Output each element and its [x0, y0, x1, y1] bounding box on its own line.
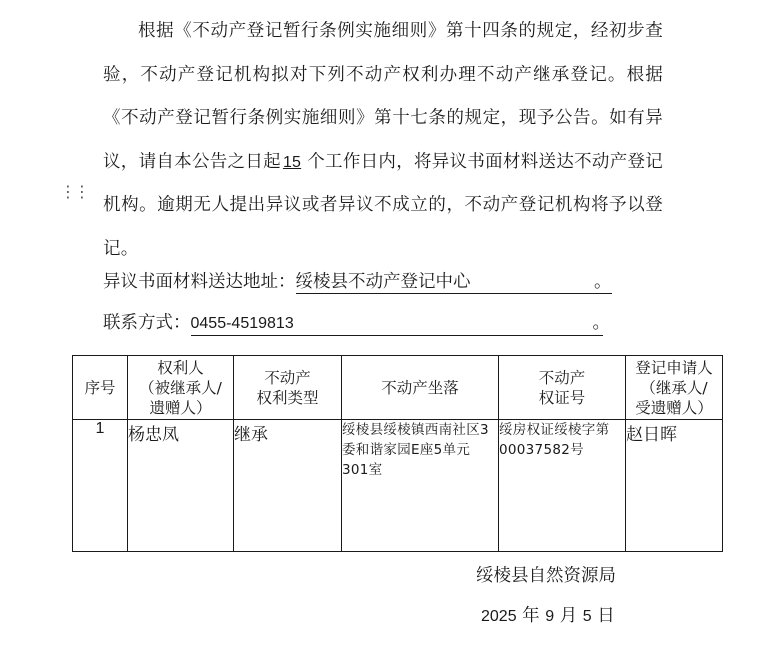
signing-date	[481, 602, 615, 627]
drag-handle-icon[interactable]: ⋮⋮	[60, 182, 88, 201]
header-holder: 权利人 （被继承人/ 遗赠人）	[128, 356, 234, 420]
address-label: 异议书面材料送达地址：	[103, 272, 296, 292]
address-line	[103, 268, 612, 294]
cell-cert-no: 绥房权证绥棱字第00037582号	[499, 420, 626, 552]
date-month-unit: 月	[554, 606, 583, 626]
address-underline	[296, 271, 612, 294]
header-serial: 序号	[73, 356, 128, 420]
contact-label: 联系方式：	[103, 313, 191, 333]
objection-days: 15	[282, 153, 302, 171]
contact-end: 。	[592, 313, 610, 333]
header-cert-no: 不动产 权证号	[499, 356, 626, 420]
table-row	[73, 420, 723, 552]
date-month: 9	[545, 608, 555, 625]
address-value: 绥棱县不动产登记中心	[295, 272, 471, 292]
cell-right-type: 继承	[234, 420, 342, 552]
header-right-type: 不动产 权利类型	[234, 356, 342, 420]
date-year-unit: 年	[516, 606, 546, 626]
contact-value: 0455-4519813	[190, 315, 294, 332]
cell-location: 绥棱县绥棱镇西南社区3委和谐家园E座5单元 301室	[342, 420, 499, 552]
notice-paragraph	[103, 10, 663, 271]
date-day: 5	[582, 608, 592, 625]
date-day-unit: 日	[591, 606, 615, 626]
notice-text-part2: 个工作日内，将异议书面材料送达不动产登记机构。逾期无人提出异议或者异议不成立的，不动产登记机构将予以登记。	[103, 151, 664, 259]
table-header-row	[73, 356, 723, 420]
header-applicant: 登记申请人 （继承人/ 受遗赠人）	[626, 356, 723, 420]
cell-holder: 杨忠凤	[128, 420, 234, 552]
address-end: 。	[594, 272, 612, 292]
notice-text-part1: 根据《不动产登记暂行条例实施细则》第十四条的规定，经初步查验，不动产登记机构拟对下列不动产权利办理不动产继承登记。根据《不动产登记暂行条例实施细则》第十七条的规定，现予公告。如有异议，请自本公告之日起	[103, 21, 663, 172]
contact-underline	[190, 312, 610, 336]
registration-table	[72, 355, 723, 552]
cell-serial: 1	[73, 420, 128, 552]
signing-organization: 绥棱县自然资源局	[476, 566, 616, 586]
header-location: 不动产坐落	[342, 356, 499, 420]
contact-line	[103, 309, 610, 336]
cell-applicant: 赵日晖	[626, 420, 723, 552]
date-year: 2025	[481, 608, 517, 625]
